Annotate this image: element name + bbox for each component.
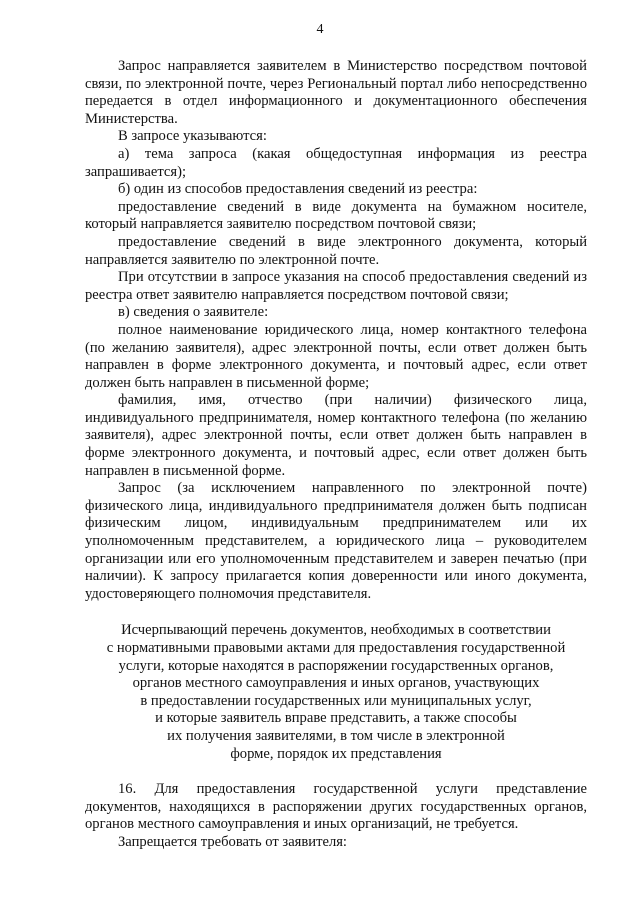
section-heading-line: и которые заявитель вправе представить, а также способы (155, 710, 517, 727)
paragraph-request-contents-intro: В запросе указываются: (118, 128, 267, 145)
section-heading-line: их получения заявителями, в том числе в электронной (167, 727, 505, 744)
paragraph-item-a: а) тема запроса (какая общедоступная информация из реестра запрашивается); (85, 145, 587, 180)
paragraph-individual: фамилия, имя, отчество (при наличии) физического лица, индивидуального предпринимателя, номер контактного телефона (по желанию заявителя), адрес электронной почты, если ответ должен быть направлен в форме электронного документа, и почтовый адрес, если ответ должен быть направлен в письменной форме. (85, 392, 587, 479)
section-heading-line: Исчерпывающий перечень документов, необходимых в соответствии (121, 622, 551, 639)
page-number: 4 (316, 22, 324, 37)
section-heading-line: услуги, которые находятся в распоряжении государственных органов, (118, 657, 554, 674)
paragraph-item-b: б) один из способов предоставления сведений из реестра: (118, 181, 478, 198)
section-heading-line: органов местного самоуправления и иных органов, участвующих (132, 675, 540, 692)
paragraph-item-16: 16. Для предоставления государственной услуги представление документов, находящихся в распоряжении других государственных органов, органов местного самоуправления и иных организаций, не требуется. (85, 781, 587, 833)
paragraph-signature-requirements: Запрос (за исключением направленного по электронной почте) физического лица, индивидуального предпринимателя должен быть подписан физическим лицом, индивидуальным предпринимателем или их уполномоченным представителем, а юридического лица – руководителем организации или его уполномоченным представителем и заверен печатью (при наличии). К запросу прилагается копия доверенности или иного документа, удостоверяющего полномочия представителя. (85, 480, 587, 602)
paragraph-paper-delivery: предоставление сведений в виде документа на бумажном носителе, который направляется заявителю посредством почтовой связи; (85, 198, 587, 233)
paragraph-electronic-delivery: предоставление сведений в виде электронного документа, который направляется заявителю по электронной почте. (85, 233, 587, 268)
section-heading (85, 622, 587, 763)
paragraph-default-delivery: При отсутствии в запросе указания на способ предоставления сведений из реестра ответ заявителю направляется посредством почтовой связи; (85, 269, 587, 303)
paragraph-legal-entity: полное наименование юридического лица, номер контактного телефона (по желанию заявителя), адрес электронной почты, если ответ должен быть направлен в форме электронного документа, и почтовый адрес, если ответ должен быть направлен в письменной форме; (85, 321, 587, 391)
section-heading-line: форме, порядок их представления (230, 745, 442, 762)
section-heading-line: с нормативными правовыми актами для предоставления государственной (106, 640, 566, 656)
paragraph-request-channels: Запрос направляется заявителем в Министерство посредством почтовой связи, по электронной почте, через Региональный портал либо непосредственно передается в отдел информационного и документационного обеспечения Министерства. (85, 58, 587, 127)
paragraph-item-v: в) сведения о заявителе: (118, 304, 269, 321)
paragraph-prohibited-requirements: Запрещается требовать от заявителя: (118, 833, 347, 850)
section-heading-line: в предоставлении государственных или муниципальных услуг, (140, 692, 532, 709)
document-body (85, 58, 587, 852)
